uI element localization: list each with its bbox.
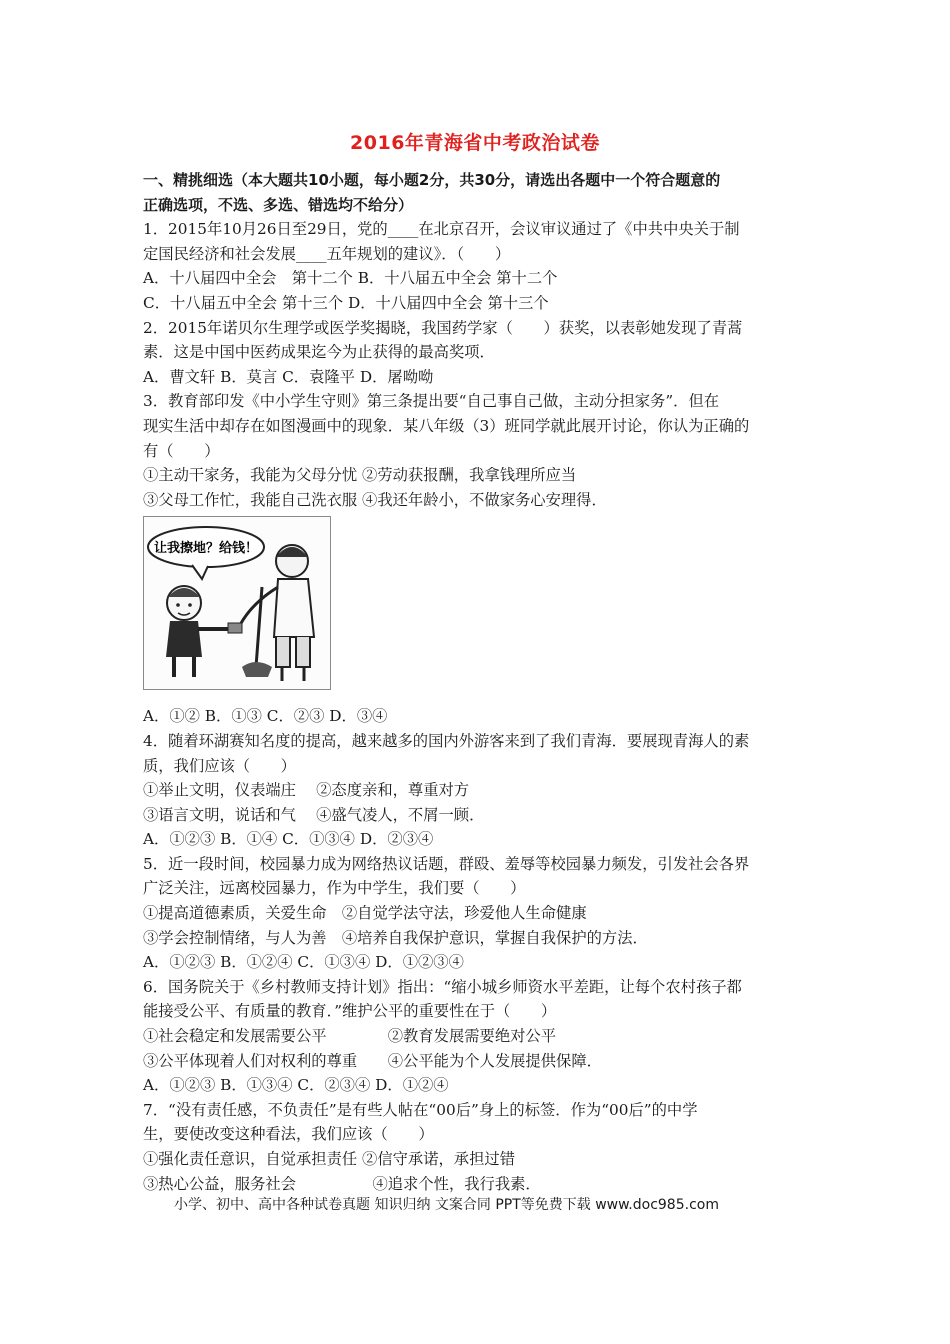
exam-body	[143, 168, 823, 1196]
section-heading-line: 一、精挑细选（本大题共10小题，每小题2分，共30分，请选出各题中一个符合题意的	[143, 171, 721, 189]
text-line: 生，要使改变这种看法，我们应该（ ）	[143, 1125, 434, 1144]
text-line: ①强化责任意识，自觉承担责任 ②信守承诺，承担过错	[143, 1150, 515, 1168]
text-line: 广泛关注，远离校园暴力，作为中学生，我们要（ ）	[143, 879, 526, 898]
text-line: 定国民经济和社会发展____五年规划的建议》．（ ）	[143, 244, 511, 263]
money	[228, 623, 242, 633]
text-line: A．十八届四中全会 第十二个 B．十八届五中全会 第十二个	[143, 269, 558, 288]
text-line: 能接受公平、有质量的教育．”维护公平的重要性在于（ ）	[143, 1002, 557, 1021]
text-line: A．①②③ B．①③④ C．②③④ D．①②④	[143, 1076, 449, 1095]
mop-head	[242, 662, 272, 677]
text-line: C．十八届五中全会 第十三个 D．十八届四中全会 第十三个	[143, 293, 549, 312]
child-body	[166, 621, 202, 657]
text-line: A．①②③ B．①④ C．①③④ D．②③④	[143, 830, 434, 849]
text-line: ①社会稳定和发展需要公平 ②教育发展需要绝对公平	[143, 1027, 557, 1046]
text-line: 7．“没有责任感，不负责任”是有些人帖在“00后”身上的标签．作为“00后”的中学	[143, 1100, 698, 1119]
speech-bubble-tail	[192, 565, 208, 579]
text-line: 6．国务院关于《乡村教师支持计划》指出：“缩小城乡师资水平差距，让每个农村孩子都	[143, 977, 742, 996]
text-line: 现实生活中却存在如图漫画中的现象．某八年级（3）班同学就此展开讨论，你认为正确的	[143, 416, 750, 435]
text-line: A．①② B．①③ C．②③ D．③④	[143, 707, 388, 726]
text-line: ③语言文明，说话和气 ④盛气凌人，不屑一顾．	[143, 805, 485, 824]
text-line: ③学会控制情绪，与人为善 ④培养自我保护意识，掌握自我保护的方法．	[143, 928, 648, 947]
mop-handle	[256, 587, 262, 667]
question-block-1-3	[143, 217, 823, 512]
text-line: ③父母工作忙，我能自己洗衣服 ④我还年龄小，不做家务心安理得．	[143, 490, 607, 509]
text-line: 3．教育部印发《中小学生守则》第三条提出要“自己事自己做，主动分担家务”．但在	[143, 392, 720, 411]
cartoon-image	[143, 516, 331, 690]
text-line: 5．近一段时间，校园暴力成为网络热议话题，群殴、羞辱等校园暴力频发，引发社会各界	[143, 854, 750, 873]
text-line: 4．随着环湖赛知名度的提高，越来越多的国内外游客来到了我们青海．要展现青海人的素	[143, 731, 750, 750]
text-line: A．①②③ B．①②④ C．①③④ D．①②③④	[143, 953, 464, 972]
cartoon-speech-text: 让我擦地？给钱！	[153, 541, 259, 557]
father-body	[274, 579, 314, 637]
exam-title: 2016年青海省中考政治试卷	[350, 132, 600, 154]
text-line: ①提高道德素质，关爱生命 ②自觉学法守法，珍爱他人生命健康	[143, 904, 587, 923]
section-heading-line: 正确选项，不选、多选、错选均不给分）	[143, 195, 414, 214]
cartoon-drawing	[144, 517, 330, 689]
text-line: A．曹文轩 B．莫言 C．袁隆平 D．屠呦呦	[143, 367, 434, 386]
question-block-3-7	[143, 704, 823, 1196]
text-line: ①举止文明，仪表端庄 ②态度亲和，尊重对方	[143, 781, 470, 800]
text-line: ③公平体现着人们对权利的尊重 ④公平能为个人发展提供保障．	[143, 1051, 602, 1070]
text-line: 2．2015年诺贝尔生理学或医学奖揭晓，我国药学家（ ）获奖，以表彰她发现了青蒿	[143, 318, 743, 337]
text-line: ③热心公益，服务社会 ④追求个性，我行我素．	[143, 1174, 541, 1193]
text-line: 素．这是中国中医药成果迄今为止获得的最高奖项．	[143, 343, 495, 362]
text-line: 质，我们应该（ ）	[143, 756, 296, 775]
page-footer: 小学、初中、高中各种试卷真题 知识归纳 文案合同 PPT等免费下载 www.doc985.com	[174, 1197, 719, 1213]
text-line: 1．2015年10月26日至29日，党的____在北京召开，会议审议通过了《中共中央关于制	[143, 220, 740, 239]
text-line: ①主动干家务，我能为父母分忧 ②劳动获报酬，我拿钱理所应当	[143, 466, 577, 485]
text-line: 有（ ）	[143, 441, 220, 460]
